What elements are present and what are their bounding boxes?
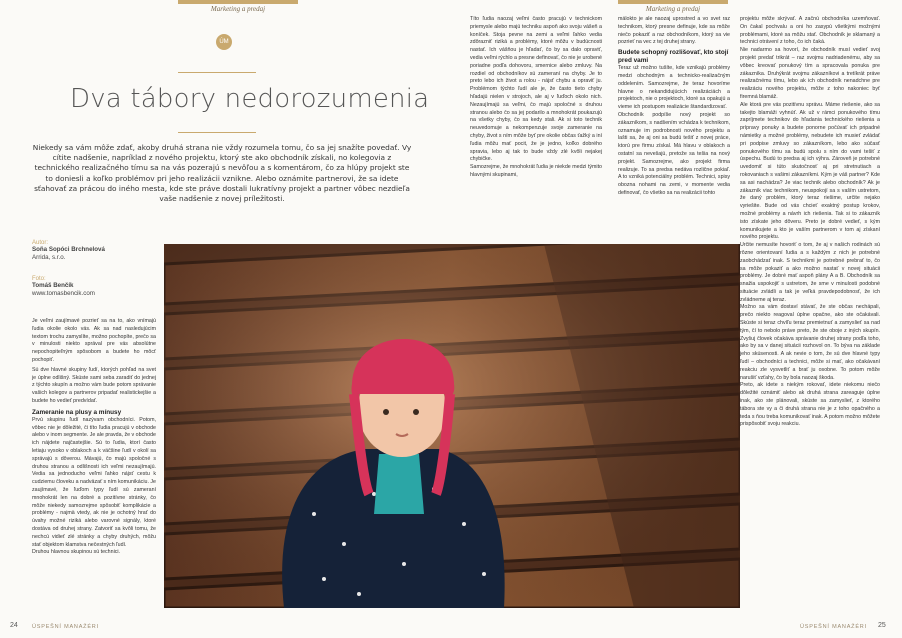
author-label: Autor: xyxy=(32,240,49,246)
section-bar-left xyxy=(178,0,298,4)
col3-paragraph: Obchodník podpíše nový projekt so zákazníkom, s nadšením vchádza k technikom, oznamuje im podrobnosti nového projektu a lašti sa, že aj oni sa budú tešiť z novej práce, ktorú pre firmu získal. Má hlavu v oblakoch a ostatní sa nevešajú, pretože sa tešia na nový projekt. Samozrejme, ako projekt firma realizuje. To sa predsa nedáva rozlične pokiaľ. A to vzniká potenciálny problém. Technici, spisy obozna nohami na zemi, v momente vedia definovať, čo všetko sa na realizácii tohto xyxy=(618,111,730,196)
col3-subhead: Budete schopný rozlišovať, kto stojí pred vami xyxy=(618,49,729,65)
col4-paragraph: Možno sa vám dostaví stávať, že ste občas nechápali, prečo niekto reagoval úplne opačne, ako ste očakávali. Skúste si teraz chvíľu teraz premietnuť a zamyslieť sa nad tým, čí to nebolo práve preto, že ste oboje z iných skupín. Zvyšuj človek očakáva správanie druhej strany podľa toho, ako by sa v danej situácii rozhovol on. To býva na základe jeho skúsenosti. A ak nevie o tom, že sú dve hlavné typy ľudí – obchodníci a technici, môže si mať, ako očakávaní reakciu zle vysvetliť a brať ju osobne. To potom môže narušiť vzťahy, čo by bola naozaj škoda. xyxy=(740,304,880,381)
photo-label: Foto: xyxy=(32,276,46,282)
photo-name: Tomáš Benčík xyxy=(32,282,74,289)
col1-paragraph: Je veľmi zaujímavé pozrieť sa na to, ako vnímajú ľudia okolie okolo vás. Ak sa nad nasledujúcim textom trochu zamyslíte, možno pochopíte, prečo sa v minulosti niekto správal pre vás absolútne nepochopiteľným spôsobom a budete ho môcť pochopiť. xyxy=(32,318,156,363)
col3-paragraph: málokto je ale naozaj uprostred a vo svet raz technikom, ktorý presne definuje, kde sa môže niečo pokaziť a raz obchodníkom, ktorý sa vie pozrieť na vec z tej druhej strany. xyxy=(618,16,730,46)
col1-paragraph: Prvú skupinu ľudí nazývam obchodníci. Potom, vôbec nie je dôležité, či títo ľudia pracujú v obchode alebo v inom segmente. Je ale pravda, že v obchode ich nájdete najčastejšie. Sú to ľudia, ktorí často letiaju vysoko v oblakoch a k väčšine ľudí v okolí sa správajú s dôverou. Mávajú, čo majú spoločné s druhou stranou a odlišnosti ich veľmi nezaujímajú. Vedia sa jednoducho veľmi ľahko nájsť cestu k cudziemu človeku a nadväzať s ním komunikáciu. Je zaujímavé, že ľuďom typy ľudí sú zameraní mnohokrát len na dobré a pozitívne stránky, čo môže niekedy samozrejme spôsobiť komplikácie a problémy - najmä vtedy, ak nie je ochotný hrať do úvahy možné riziká alebo varovné signály, ktoré dostáva od druhej strany. Zatvoriť sa kvôli tomu, že nechcú vidieť zlé stránky a chyby druhých, môžu stať objektom klamstva nečestných ľudí. xyxy=(32,416,156,548)
footer-brand-left: ÚSPEŠNÍ MANAŽÉRI xyxy=(32,624,99,630)
author-name: Soňa Sopóci Brchnelová xyxy=(32,246,105,253)
article-title: Dva tábory nedorozumenia xyxy=(70,84,430,114)
section-label-right: Marketing a predaj xyxy=(645,5,701,13)
page-number-right: 25 xyxy=(878,622,886,629)
col4-paragraph: Ale ktorá pre vás pozitívnu správu. Máme riešenie, ako sa takejto blamáži vyhnúť. Ak už v rámci ponukového tímu zapríjmete technikov do hľadania technického riešenia a prípravy ponuky a budete ponorne počúvať ich pripadné námietky a možné problémy, nebudete ich musieť zvládať pri podpise zmluvy so zákazníkom, lebo ako súčasť ponukového tímu sa budú spolu s ním do vami tešiť z úspechu. Budú to predsa aj ich výhra. Zároveň je potrebné uvedomiť si túto skutočnosť aj pri stretnutiach a rokovaniach s vašimi zákazníkmi. Kým je váš partner? Kde sa asi nachádza? Je viac technik alebo obchodník? Ak je zákazník viac technikom, neuspokojí sa s vaším ustretom, že daný problém, ktorý teraz riešime, určite nejako vyriešite. Bude od vás chcieť exaktný postup krokov, možné problémy a návrh ich riešenia. Tak si to zákazník isto získate jeho dôveru. Preto je dobré vedieť, s kým komunikujete a kto je vaším partnerom v tom aj získaní nového projektu. xyxy=(740,101,880,241)
col1-paragraph: Druhou hlavnou skupinou sú technici. xyxy=(32,549,121,556)
column-4 xyxy=(740,16,880,429)
col4-paragraph: projektu môže skrývať. A začnú obchodníka uzemňovať. On čakal pochvalu a oni ho zasypú všetkými možnými problémami, ktoré sa môžu stať. Obchodník je sklamaný a technici otrávení z toho, čo ich čaká. xyxy=(740,16,880,46)
col4-paragraph: Preto, ak idete s niekým rokovať, idete niekomu niečo dôležité oznámiť alebo ak druhá strana zareaguje úplne inak, ako ste plánovali, skúste sa zamyslieť, z ktorého tábora ste vy a či druhá strana nie je z toho opačného a teda s ňou treba komunikovať inak. A potom možno môžete prispôsobiť svoju reakciu. xyxy=(740,382,880,428)
article-lead: Niekedy sa vám môže zdať, akoby druhá strana nie vždy rozumela tomu, čo sa jej snažíte povedať. Vy cítite nadšenie, napríklad z nového projektu, ktorý ste ako obchodník získali, no kolegovia z technického realizačného tímu sa na vás pozerajú s nevôľou a s komentárom, čo za hlúpy projekt ste to doniesli a koľko problémov pri jeho realizácii vznikne. Alebo oznámite partnerovi, že sa idete sťahovať za prácou do iného mesta, kde ste práve dostali lukratívny projekt a partner vôbec nezdieľa vaše nadšenie z novej príležitosti. xyxy=(32,143,412,204)
credits xyxy=(32,240,142,298)
col2-paragraph: Títo ľudia naozaj veľmi často pracujú v technickom priemysle alebo majú techniku aspoň ako svoju vášeň a koníček. Stoja pevne na zemi a veľmi ľahko vedia zdôrazniť riziká a problémy, ktoré môžu v budúcnosti nastať. Ich vášňou je hľadať, čo by sa dalo opraviť, vedia veľmi rýchlo a presne definovať, čo nie je urobené poriadne podľa dohovoru, smernice alebo zmluvy. Na rozdiel od obchodníkov sú zameraní na chyby. Je to preto lebo ich život a rolou - nájsť chybu a opraviť ju. Problémom týchto ľudí ale je, že často tieto chyby hľadajú nielen v strojoch, ale aj v ľuďoch okolo nich. Nezaujímajú sa veľmi, čo majú spoločné s druhou stranou alebo čo sa jej podarilo a mnohokrát poukazujú na všetky chyby, čo sa kedy stali. Ak si toto technik neuvedomuje a nekompenzuje svoje zameranie na chyby, život s ním môže byť pre okolie občas ťažký a iní ľudia môžu mať pocit, že je jedno, koľko dobrého spravia, lebo aj tak to bude vždy zlé kvôli nejakej chybičke. xyxy=(470,16,602,163)
column-3 xyxy=(618,16,730,198)
photo-illustration xyxy=(164,244,740,608)
column-2 xyxy=(470,16,602,180)
col2-paragraph: Samozrejme, že mnohokrát ľudia je niekde medzi týmito hlavnými skupinami, xyxy=(470,164,602,178)
article-photo xyxy=(164,244,740,608)
photo-url: www.tomasbencik.com xyxy=(32,290,95,297)
col1-subhead: Zameranie na plusy a mínusy xyxy=(32,408,122,416)
page-number-left: 24 xyxy=(10,622,18,629)
title-rule-bottom xyxy=(178,132,256,133)
col4-paragraph: Určite nemusíte hovoriť o tom, že aj v našich rodinách sú rôzne orientovaní ľudia a s každým z nich je potrebné zaobchádzať inak. S technikmi je potrebné prebrať to, čo sa môže pokaziť a ako možno nastať v novej situácii problémy. Je dobré mať aspoň plány A a B. Obchodník sa snažia uspokojiť s ustretom, že sme v minulosti podobné situácie zvládli a tak je veľká pravdepodobnosť, že ich zvládneme aj teraz. xyxy=(740,242,880,303)
magazine-logo: ÚM xyxy=(216,34,232,50)
author-company: Arrida, s.r.o. xyxy=(32,254,66,261)
section-label-left: Marketing a predaj xyxy=(210,5,266,13)
title-rule-left xyxy=(178,72,256,73)
col4-paragraph: Nie nadarmo sa hovorí, že obchodník musí vedieť svoj projekt predať trikrát – raz svojmu nadriadenému, aby sa vôbec kreovať ponukový tím a spracovala ponuka pre zákazníka. Druhýkrát svojmu zákazníkovi a tretíkrát práve realizačnému tímu, lebo ak ich obchodník nenadchne pre realizáciu nového projektu, môže z toho nakoniec byť firemná blamáž. xyxy=(740,47,880,100)
footer-brand-right: ÚSPEŠNÍ MANAŽÉRI xyxy=(800,624,867,630)
section-bar-right xyxy=(618,0,728,4)
col3-paragraph: Teraz už možno tušíte, kde vznikajú problémy medzi obchodným a technicko-realizačným oddelením. Samozrejme, že teraz hovoríme hlavne o nekandidujúcich realizáciách a projektoch, nie o projektoch, ktoré sa opakujú a vieme ich postupom realizácie štandardizovať. xyxy=(618,65,730,111)
column-1 xyxy=(32,318,156,557)
col1-paragraph: Sú dve hlavné skupiny ľudí, ktorých pohľad na svet je úplne odlišný. Skúste sami seba zaradiť do jednej z týchto skupín a možno vám bude potom správanie vašich kolegov a partnerov pripadať realistickejšie a budete ho vedieť predvídať. xyxy=(32,366,156,404)
